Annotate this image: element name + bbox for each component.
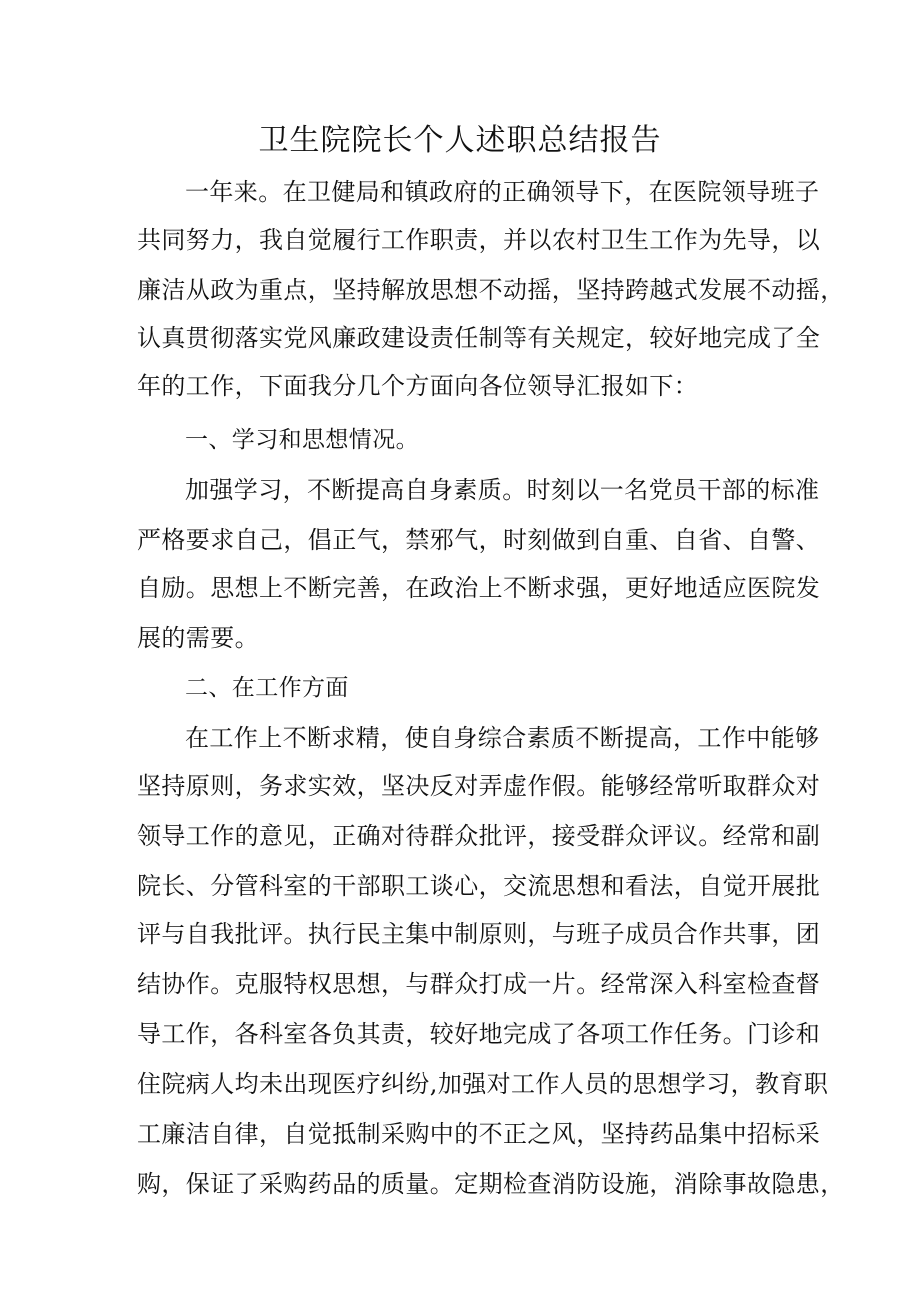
paragraph-line: 廉洁从政为重点，坚持解放思想不动摇，坚持跨越式发展不动摇， bbox=[137, 276, 845, 304]
paragraph-line: 共同努力，我自觉履行工作职责，并以农村卫生工作为先导，以 bbox=[137, 226, 821, 254]
paragraph-line: 导工作，各科室各负其责，较好地完成了各项工作任务。门诊和 bbox=[137, 1020, 821, 1048]
paragraph-line: 院长、分管科室的干部职工谈心，交流思想和看法，自觉开展批 bbox=[137, 872, 821, 900]
paragraph-line: 购，保证了采购药品的质量。定期检查消防设施，消除事故隐患， bbox=[137, 1170, 845, 1198]
section-heading: 一、学习和思想情况。 bbox=[185, 427, 419, 453]
paragraph-line: 展的需要。 bbox=[137, 624, 259, 652]
paragraph-line: 工廉洁自律，自觉抵制采购中的不正之风，坚持药品集中招标采 bbox=[137, 1120, 821, 1148]
paragraph-line: 年的工作，下面我分几个方面向各位领导汇报如下： bbox=[137, 372, 699, 400]
paragraph-line: 加强学习，不断提高自身素质。时刻以一名党员干部的标准 bbox=[185, 476, 820, 504]
paragraph-line: 坚持原则，务求实效，坚决反对弄虚作假。能够经常听取群众对 bbox=[137, 772, 821, 800]
paragraph-line: 领导工作的意见，正确对待群众批评，接受群众评议。经常和副 bbox=[137, 822, 821, 850]
section-heading: 二、在工作方面 bbox=[185, 675, 349, 701]
paragraph-line: 严格要求自己，倡正气，禁邪气，时刻做到自重、自省、自警、 bbox=[137, 526, 821, 554]
document-title: 卫生院院长个人述职总结报告 bbox=[258, 123, 662, 158]
paragraph-line: 一年来。在卫健局和镇政府的正确领导下，在医院领导班子 bbox=[185, 178, 820, 206]
paragraph-line: 评与自我批评。执行民主集中制原则，与班子成员合作共事，团 bbox=[137, 920, 821, 948]
paragraph-line: 在工作上不断求精，使自身综合素质不断提高，工作中能够 bbox=[185, 724, 820, 752]
paragraph-line: 认真贯彻落实党风廉政建设责任制等有关规定，较好地完成了全 bbox=[137, 324, 821, 352]
paragraph-line: 住院病人均未出现医疗纠纷,加强对工作人员的思想学习，教育职 bbox=[137, 1070, 829, 1098]
paragraph-line: 自励。思想上不断完善，在政治上不断求强，更好地适应医院发 bbox=[137, 574, 821, 602]
paragraph-line: 结协作。克服特权思想，与群众打成一片。经常深入科室检查督 bbox=[137, 970, 821, 998]
